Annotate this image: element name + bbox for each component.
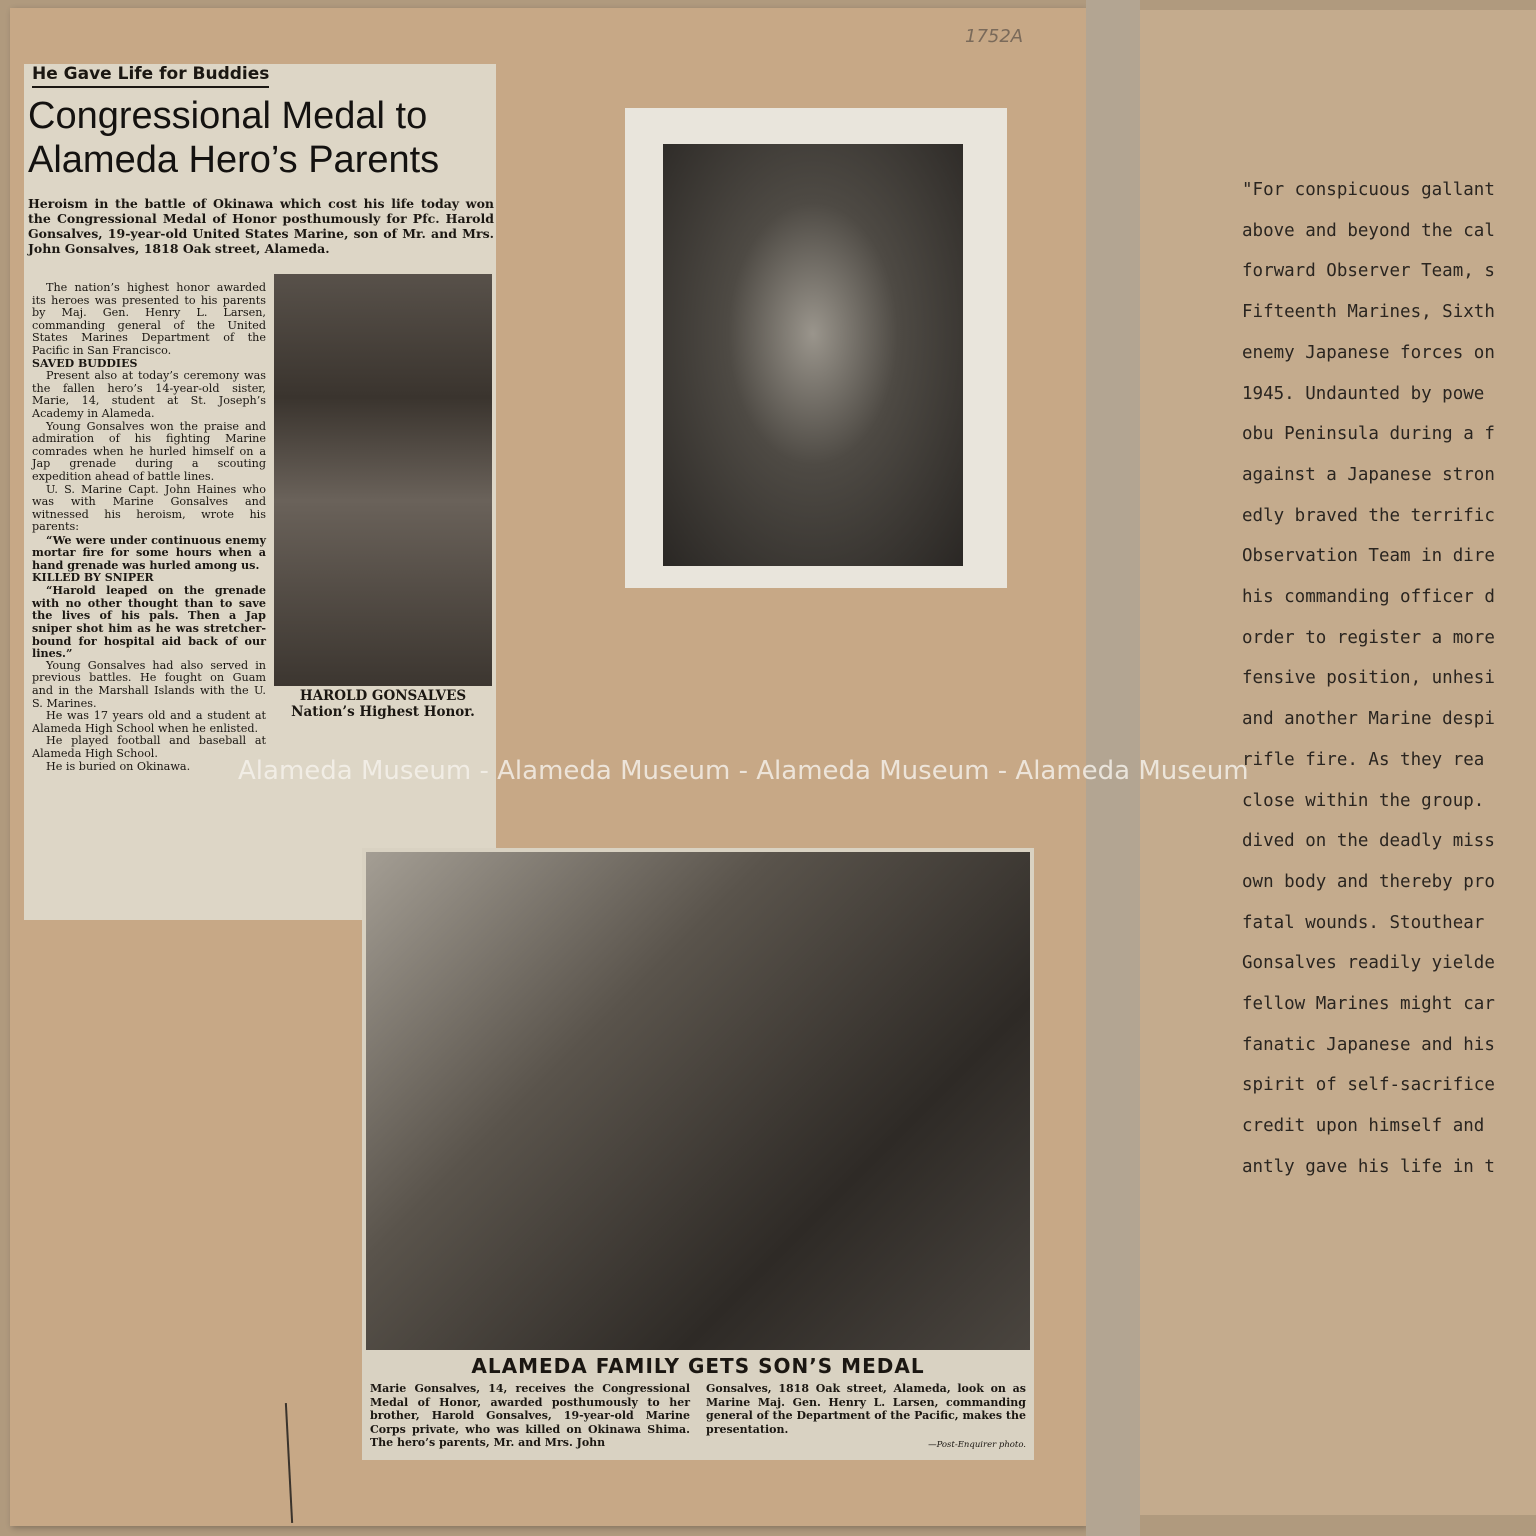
family-clip-headline: ALAMEDA FAMILY GETS SON’S MEDAL: [471, 1354, 925, 1378]
article-paragraph: He is buried on Okinawa.: [46, 759, 191, 773]
citation-line: Observation Team in dire: [1242, 546, 1495, 567]
family-caption-left: Marie Gonsalves, 14, receives the Congressional Medal of Honor, awarded posthumously to her brother, Harold Gonsalves, 19-year-old Marine Corps private, who was killed on Okinawa Shima. The hero’s parents, Mr. and Mrs. John: [370, 1382, 690, 1449]
article-lede: Heroism in the battle of Okinawa which cost his life today won the Congressional Medal of Honor posthumously for Pfc. Harold Gonsalves, 19-year-old United States Marine, son of Mr. and Mrs. John Gonsalves, 1818 Oak street, Alameda.: [28, 196, 494, 256]
article-photo-caption: [274, 688, 492, 720]
citation-line: dived on the deadly miss: [1242, 831, 1495, 852]
citation-line: fanatic Japanese and his: [1242, 1034, 1495, 1055]
citation-line: credit upon himself and: [1242, 1116, 1485, 1137]
citation-line: and another Marine despi: [1242, 709, 1495, 730]
citation-line: enemy Japanese forces on: [1242, 342, 1495, 363]
citation-text: [1242, 170, 1536, 1188]
citation-line: forward Observer Team, s: [1242, 261, 1495, 282]
citation-line: fensive position, unhesi: [1242, 668, 1495, 689]
citation-line: fatal wounds. Stouthear: [1242, 912, 1485, 933]
newspaper-article-clipping: [24, 64, 496, 920]
article-portrait-photo: [274, 274, 492, 686]
citation-line: spirit of self-sacrifice: [1242, 1075, 1495, 1096]
citation-line: fellow Marines might car: [1242, 994, 1495, 1015]
photo-caption-sub: Nation’s Highest Honor.: [291, 704, 475, 720]
citation-line: 1945. Undaunted by powe: [1242, 383, 1485, 404]
citation-line: edly braved the terrific: [1242, 505, 1495, 526]
article-paragraph: Young Gonsalves had also served in previous battles. He fought on Guam and in the Marshall Islands with the U. S. Marines.: [32, 658, 266, 710]
article-paragraph: The nation’s highest honor awarded its heroes was presented to his parents by Maj. Gen. Henry L. Larsen, commanding general of the United States Marines Department of the Pacific in San Francisco.: [32, 281, 266, 357]
catalog-number: 1752A: [965, 26, 1024, 47]
citation-line: own body and thereby pro: [1242, 871, 1495, 892]
article-paragraph: “Harold leaped on the grenade with no other thought than to save the lives of his pals. Then a Jap sniper shot him as he was stretcher-bound for hospital aid back of our lines.”: [32, 583, 266, 661]
citation-line: against a Japanese stron: [1242, 464, 1495, 485]
article-paragraph: “We were under continuous enemy mortar fire for some hours when a hand grenade was hurled among us.: [32, 532, 266, 573]
article-headline: Congressional Medal to Alameda Hero’s Parents: [28, 95, 440, 181]
article-paragraph: U. S. Marine Capt. John Haines who was with Marine Gonsalves and witnessed his heroism, wrote his parents:: [32, 482, 266, 534]
citation-line: close within the group.: [1242, 790, 1485, 811]
article-body: [32, 282, 266, 773]
citation-line: his commanding officer d: [1242, 587, 1495, 608]
article-paragraph: Present also at today’s ceremony was the fallen hero’s 14-year-old sister, Marie, 14, student at St. Joseph’s Academy in Alameda.: [32, 369, 266, 420]
citation-line: Fifteenth Marines, Sixth: [1242, 302, 1495, 323]
citation-line: antly gave his life in t: [1242, 1156, 1495, 1177]
marine-portrait-photo: [663, 144, 963, 566]
article-paragraph: He was 17 years old and a student at Alameda High School when he enlisted.: [32, 709, 266, 735]
citation-line: "For conspicuous gallant: [1242, 180, 1495, 200]
pencil-mark: [285, 1403, 293, 1523]
watermark-text: Alameda Museum - Alameda Museum - Alameda Museum - Alameda Museum: [238, 756, 1249, 786]
photo-caption-name: HAROLD GONSALVES: [299, 688, 467, 704]
citation-line: order to register a more: [1242, 627, 1495, 648]
article-paragraph: Young Gonsalves won the praise and admiration of his fighting Marine comrades when he hurled himself on a Jap grenade during a scouting expedition ahead of battle lines.: [32, 419, 266, 483]
family-caption-right: Gonsalves, 1818 Oak street, Alameda, look on as Marine Maj. Gen. Henry L. Larsen, commanding general of the Department of the Pacific, makes the presentation.: [706, 1382, 1026, 1436]
article-kicker: He Gave Life for Buddies: [32, 64, 269, 88]
citation-line: above and beyond the cal: [1242, 220, 1495, 241]
photo-credit: —Post-Enquirer photo.: [928, 1440, 1026, 1450]
citation-line: obu Peninsula during a f: [1242, 424, 1495, 445]
article-paragraph: He played football and baseball at Alameda High School.: [32, 734, 266, 760]
medal-ceremony-photo: [366, 852, 1030, 1350]
article-subhead: KILLED BY SNIPER: [32, 570, 154, 584]
citation-line: Gonsalves readily yielde: [1242, 953, 1495, 974]
portrait-photo-print: [625, 108, 1007, 588]
citation-line: rifle fire. As they rea: [1242, 749, 1485, 770]
article-subhead: SAVED BUDDIES: [32, 356, 138, 370]
family-medal-clipping: [362, 848, 1034, 1460]
